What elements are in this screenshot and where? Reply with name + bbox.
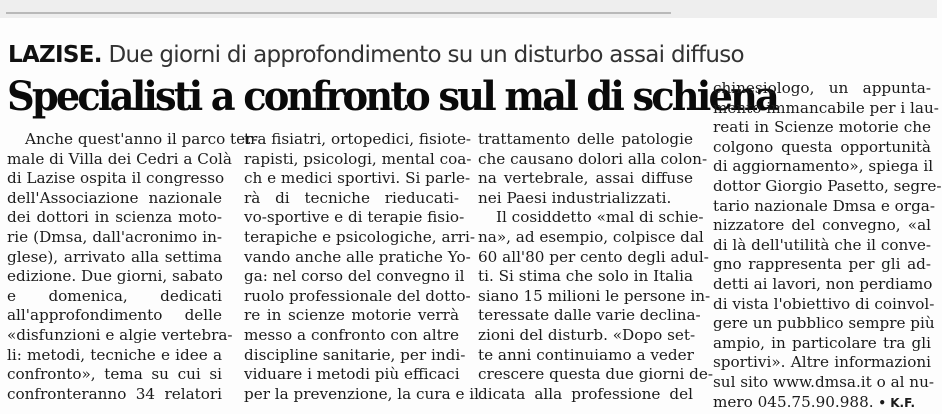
column-line: nizzatore del convegno, «al	[713, 216, 931, 235]
column-line: messo a confronto con altre	[244, 325, 459, 344]
column-line: dicata alla professione del	[478, 384, 693, 403]
kicker-place: LAZISE.	[8, 42, 102, 68]
column-line: gere un pubblico sempre più	[713, 314, 935, 333]
column-line: chinesiologo, un appunta-	[713, 79, 931, 97]
column-line: discipline sanitarie, per indi-	[244, 345, 466, 364]
column-line: rie (Dmsa, dall'acronimo in-	[7, 227, 222, 246]
column-line: 60 all'80 per cento degli adul-	[478, 247, 709, 266]
column-line: di là dell'utilità che il conve-	[713, 235, 931, 254]
column-line: rà di tecniche rieducati-	[244, 188, 459, 207]
column-line: reati in Scienze motorie che	[713, 118, 931, 137]
column-line: glese), arrivato alla settima	[7, 247, 222, 266]
column-line: confronto», tema su cui si	[7, 365, 222, 384]
column-line: sul sito www.dmsa.it o al nu-	[713, 372, 935, 391]
text-column-3	[478, 130, 713, 404]
page-top-band	[0, 0, 937, 18]
column-line: ch e medici sportivi. Si parle-	[244, 169, 471, 188]
column-line: trattamento delle patologie	[478, 130, 693, 148]
kicker-subtitle: Due giorni di approfondimento su un disturbo assai diffuso	[108, 42, 744, 68]
column-line: crescere questa due giorni de-	[478, 365, 713, 384]
column-line: dottor Giorgio Pasetto, segre-	[713, 176, 942, 195]
column-line: e domenica, dedicati	[7, 286, 222, 305]
text-column-4	[713, 79, 942, 413]
column-line: ti. Si stima che solo in Italia	[478, 267, 694, 286]
article-kicker	[8, 40, 744, 70]
text-column-1	[7, 130, 258, 404]
column-line: confronteranno 34 relatori	[7, 384, 222, 403]
column-line: rapisti, psicologi, mental coa-	[244, 149, 472, 168]
column-line: all'approfondimento delle	[7, 306, 222, 325]
column-line: na», ad esempio, colpisce dal	[478, 227, 704, 246]
column-line: vo-sportive e di terapie fisio-	[244, 208, 465, 227]
column-line: na vertebrale, assai diffuse	[478, 169, 693, 188]
column-line: «disfunzioni e algie vertebra-	[7, 325, 233, 344]
column-line: dei dottori in scienza moto-	[7, 208, 222, 227]
column-line: sportivi». Altre informazioni	[713, 353, 931, 372]
column-line: che causano dolori alla colon-	[478, 149, 708, 168]
column-last-line	[713, 393, 931, 414]
column-line: ga: nel corso del convegno il	[244, 267, 465, 286]
column-line: detti ai lavori, non perdiamo	[713, 274, 933, 293]
column-line: siano 15 milioni le persone in-	[478, 286, 711, 305]
column-line: mento immancabile per i lau-	[713, 98, 939, 117]
column-line: ruolo professionale del dotto-	[244, 286, 471, 305]
column-line: male di Villa dei Cedri a Colà	[7, 149, 232, 168]
column-line: nei Paesi industrializzati.	[478, 188, 672, 207]
column-line: zioni del disturb. «Dopo set-	[478, 325, 696, 344]
column-line: di vista l'obiettivo di coinvol-	[713, 294, 935, 313]
column-line: vando anche alle pratiche Yo-	[244, 247, 471, 266]
text-column-2	[244, 130, 479, 404]
column-line: mero 045.75.90.988.	[713, 392, 874, 411]
column-line: edizione. Due giorni, sabato	[7, 267, 223, 286]
column-line: gno rappresenta per gli ad-	[713, 255, 931, 274]
column-line: di aggiornamento», spiega il	[713, 157, 934, 176]
column-line: ampio, in particolare tra gli	[713, 333, 931, 352]
column-line: colgono questa opportunità	[713, 137, 931, 156]
article-headline: Specialisti a confronto sul mal di schiena	[7, 73, 778, 120]
column-line: re in scienze motorie verrà	[244, 306, 459, 325]
column-line: teressate dalle varie declina-	[478, 306, 701, 325]
column-line: Il cosiddetto «mal di schie-	[496, 208, 704, 227]
kicker-rule	[6, 12, 671, 14]
column-line: Anche quest'anno il parco ter-	[25, 130, 258, 148]
column-line: per la prevenzione, la cura e il	[244, 384, 479, 403]
column-line: te anni continuiamo a veder	[478, 345, 694, 364]
column-line: li: metodi, tecniche e idee a	[7, 345, 222, 364]
column-line: dell'Associazione nazionale	[7, 188, 222, 207]
column-line: tario nazionale Dmsa e orga-	[713, 196, 935, 215]
author-signature: • K.F.	[878, 395, 916, 410]
column-line: viduare i metodi più efficaci	[244, 365, 460, 384]
column-line: terapiche e psicologiche, arri-	[244, 227, 476, 246]
column-line: tra fisiatri, ortopedici, fisiote-	[244, 130, 472, 148]
column-line: di Lazise ospita il congresso	[7, 169, 225, 188]
